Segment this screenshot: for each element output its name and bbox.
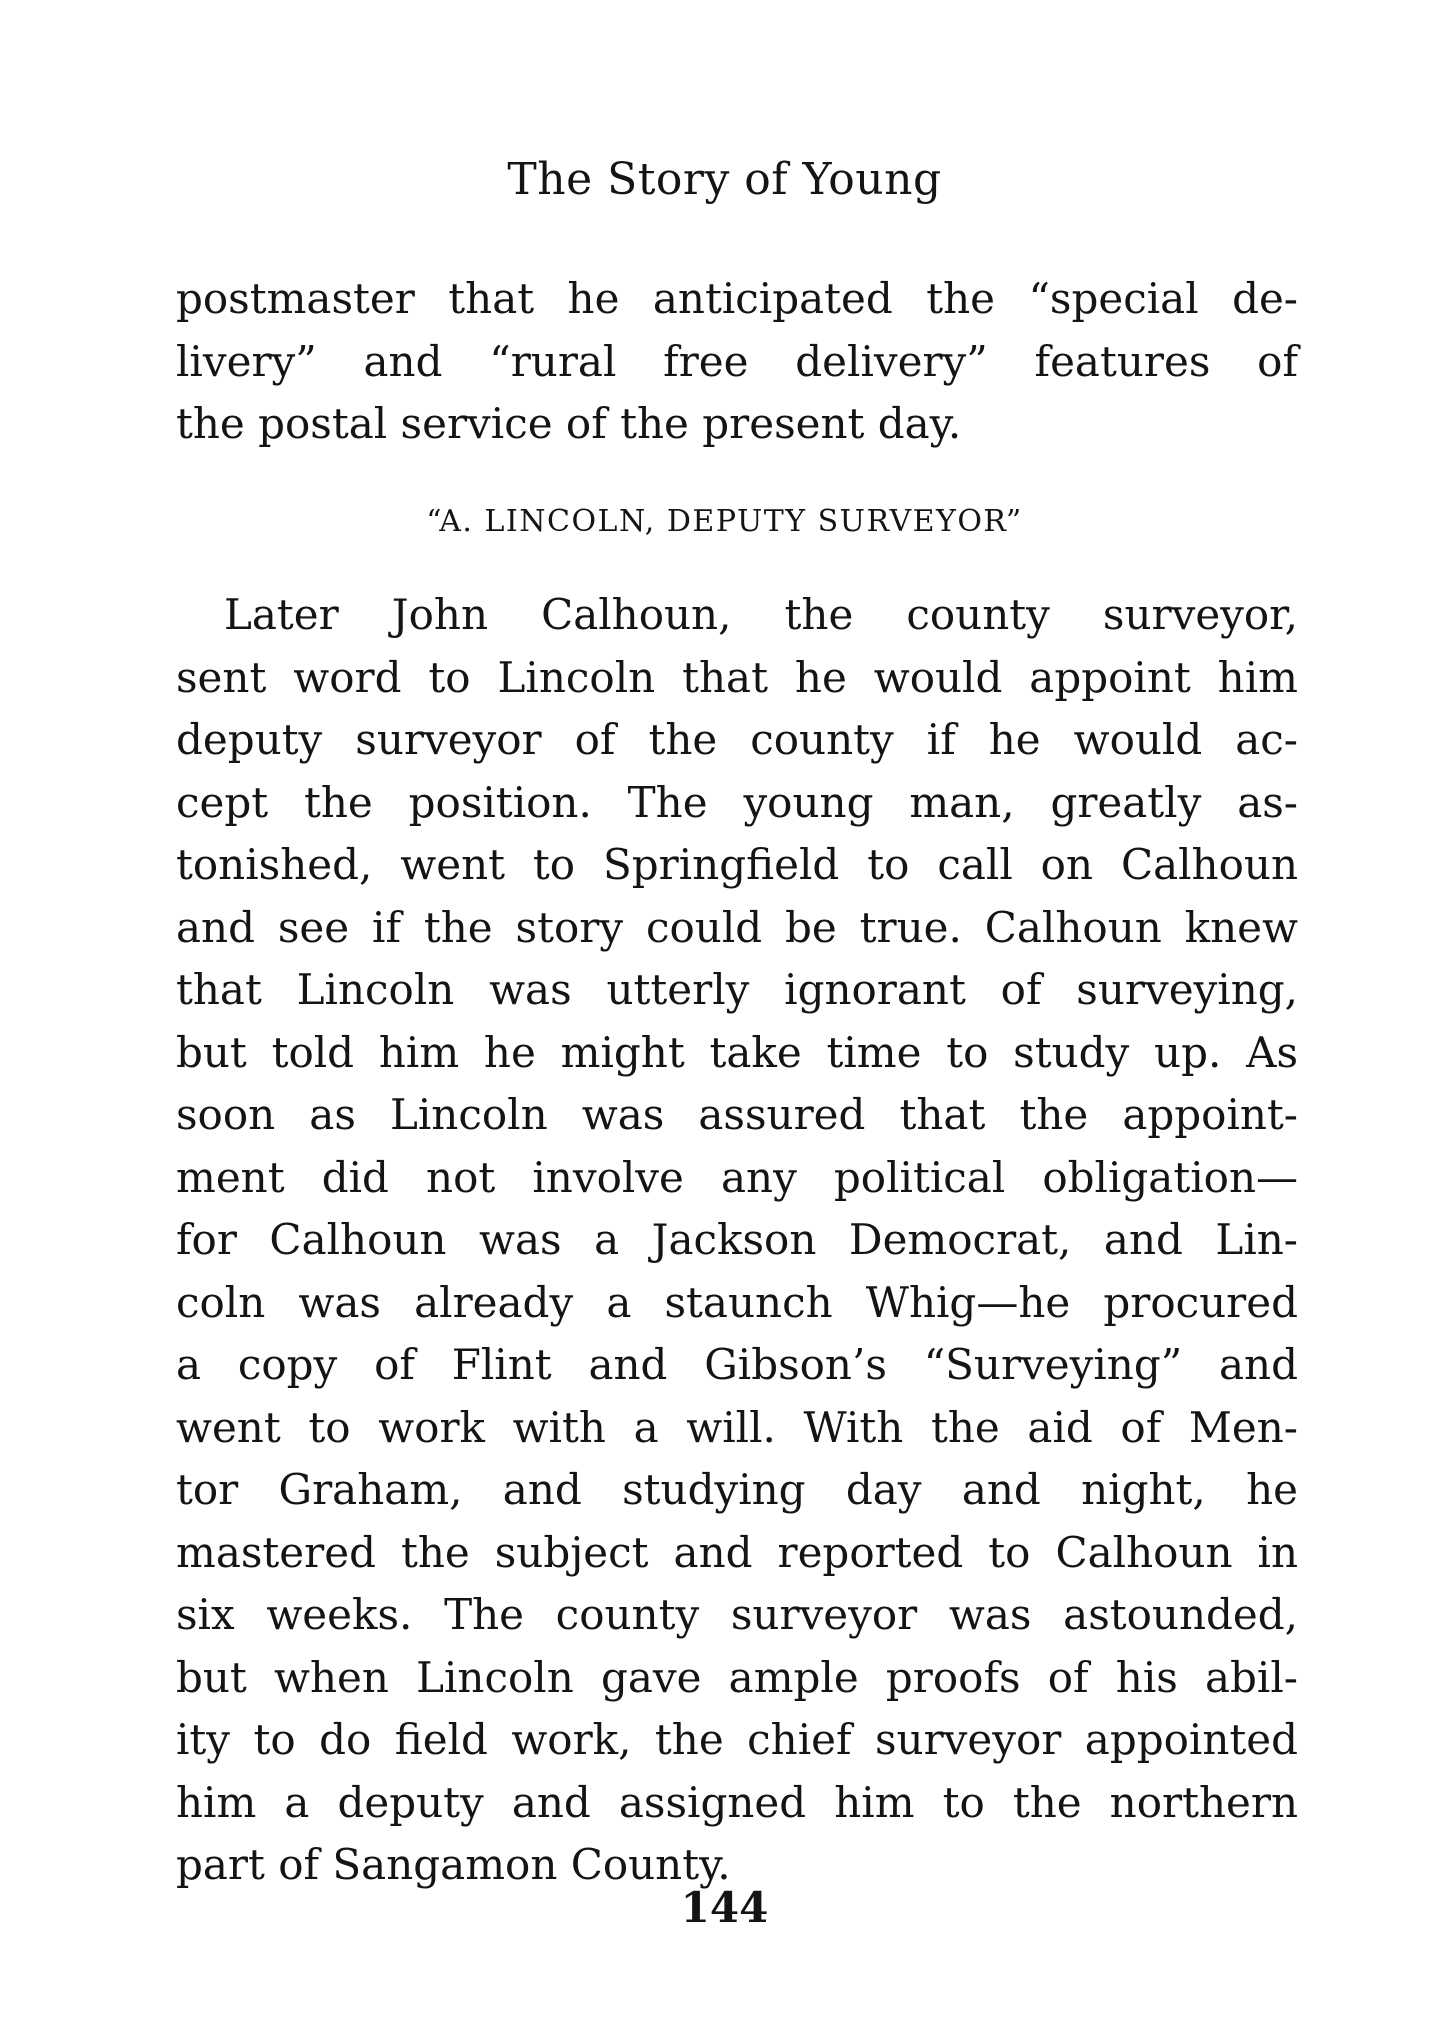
text-line: and see if the story could be true. Calhoun knew [176, 902, 1298, 952]
text-line: livery” and “rural free delivery” features of [176, 336, 1298, 386]
text-line: that Lincoln was utterly ignorant of surveying, [176, 965, 1298, 1014]
text-line: soon as Lincoln was assured that the appoint- [176, 1090, 1298, 1139]
text-line: coln was already a staunch Whig—he procured [176, 1277, 1298, 1327]
text-line: a copy of Flint and Gibson’s “Surveying” and [176, 1340, 1298, 1389]
text-line: sent word to Lincoln that he would appoint him [176, 652, 1298, 702]
text-line: him a deputy and assigned him to the northern [176, 1777, 1298, 1827]
text-line: part of Sangamon County. [176, 1840, 731, 1889]
text-line: mastered the subject and reported to Calhoun in [176, 1527, 1298, 1577]
section-heading: “A. LINCOLN, DEPUTY SURVEYOR” [426, 504, 1023, 539]
text-line: tonished, went to Springfield to call on Calhoun [176, 840, 1298, 889]
text-line: cept the position. The young man, greatly as- [176, 777, 1298, 827]
text-line: Later John Calhoun, the county surveyor, [224, 590, 1298, 639]
text-line: postmaster that he anticipated the “special de- [176, 274, 1298, 323]
text-line: tor Graham, and studying day and night, he [176, 1465, 1298, 1514]
text-line: ity to do field work, the chief surveyor appointed [176, 1715, 1298, 1764]
text-line: went to work with a will. With the aid of Men- [176, 1402, 1298, 1452]
text-line: six weeks. The county surveyor was astounded, [176, 1590, 1298, 1639]
text-line: but told him he might take time to study up. As [176, 1027, 1298, 1077]
page-number: 144 [680, 1883, 769, 1932]
text-line: deputy surveyor of the county if he would ac- [176, 715, 1298, 764]
text-line: but when Lincoln gave ample proofs of his abil- [176, 1652, 1298, 1702]
running-head: The Story of Young [507, 154, 942, 205]
text-line: ment did not involve any political obligation— [176, 1152, 1298, 1202]
paragraph-main [176, 584, 1298, 1897]
text-line: the postal service of the present day. [176, 399, 962, 448]
paragraph-continued [176, 268, 1298, 456]
text-line: for Calhoun was a Jackson Democrat, and Lin- [176, 1215, 1298, 1264]
